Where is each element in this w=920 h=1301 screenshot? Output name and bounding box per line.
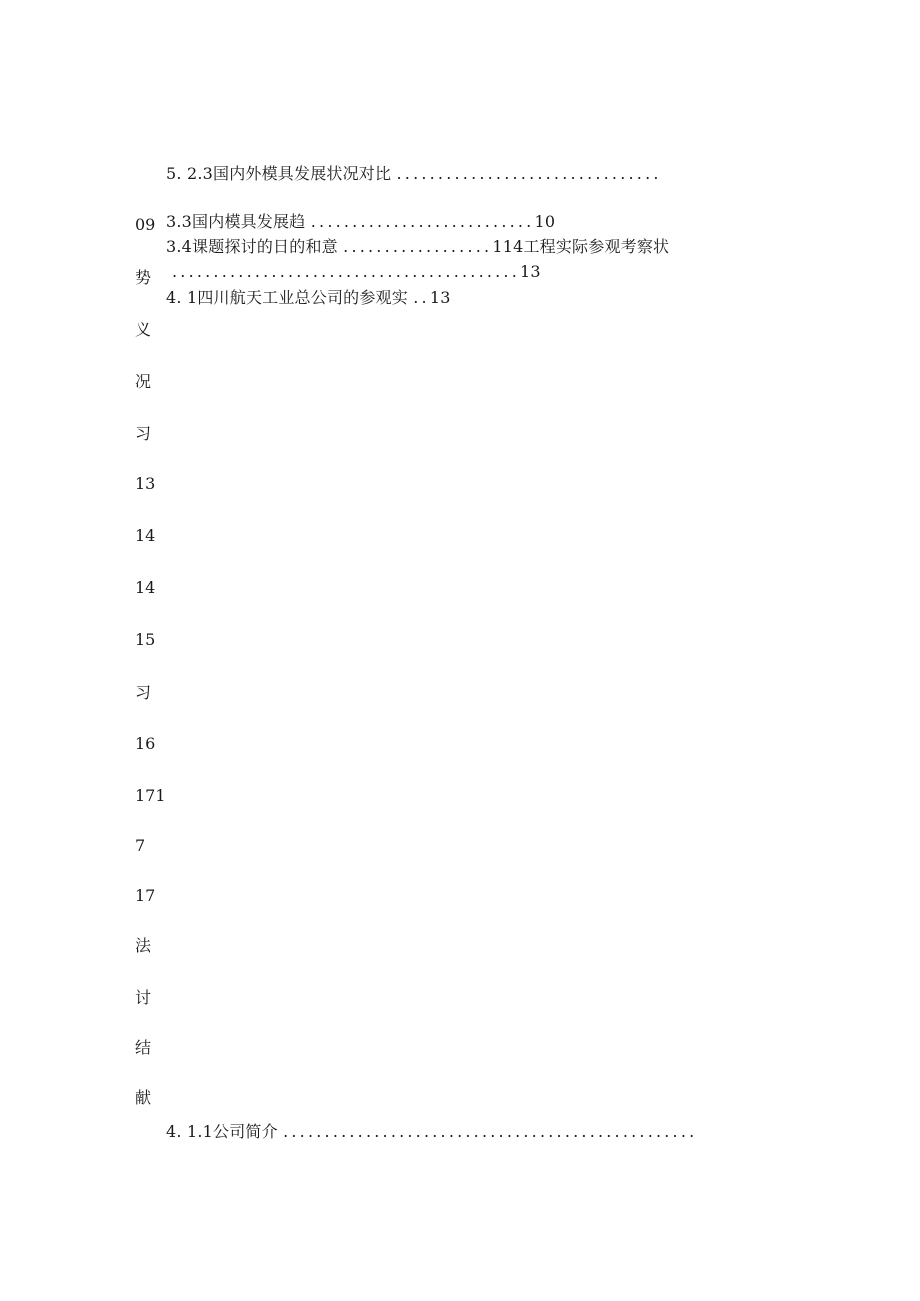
toc-entry-page: 13: [429, 288, 451, 307]
margin-label: 14: [135, 526, 156, 545]
toc-entry-page: 13: [520, 262, 541, 281]
toc-entry-number: 3.4: [166, 237, 193, 256]
margin-label: 势: [135, 268, 152, 287]
toc-entry-4-1[interactable]: [166, 288, 451, 308]
margin-label: 讨: [135, 988, 152, 1007]
toc-entry-page: 114工程实际参观考察状: [492, 237, 670, 256]
toc-leader-dots: ..........................................: [172, 262, 521, 281]
toc-entry-2-3[interactable]: [166, 164, 662, 184]
toc-entry-number: 4. 1: [166, 288, 198, 307]
margin-label: 15: [135, 630, 156, 649]
margin-label: 16: [135, 734, 156, 753]
toc-entry-4-1-1[interactable]: [166, 1122, 697, 1142]
margin-label: 义: [135, 320, 152, 339]
margin-label: 13: [135, 474, 156, 493]
toc-entry-title: 国内模具发展趋: [192, 212, 306, 231]
margin-label: 171: [135, 786, 166, 805]
margin-label: 法: [135, 936, 152, 955]
toc-entry-continuation[interactable]: [172, 262, 541, 282]
toc-entry-title: 课题探讨的日的和意: [192, 237, 338, 256]
margin-label: 况: [135, 372, 152, 391]
toc-leader-dots: ..................: [343, 237, 493, 256]
margin-label: 习: [135, 683, 152, 702]
toc-entry-3-3[interactable]: [166, 212, 555, 232]
toc-entry-page: 10: [534, 212, 556, 231]
toc-entry-number: 3.3: [166, 212, 193, 231]
margin-label: 结: [135, 1038, 152, 1057]
margin-label: 14: [135, 578, 156, 597]
toc-entry-title: 公司简介: [213, 1122, 278, 1141]
toc-entry-title: 国内外模具发展状况对比: [213, 164, 392, 183]
margin-label: 7: [135, 836, 146, 855]
margin-label: 习: [135, 424, 152, 443]
toc-entry-number: 4. 1.1: [166, 1122, 213, 1141]
toc-entry-3-4[interactable]: [166, 237, 669, 257]
toc-leader-dots: ................................: [396, 164, 662, 183]
toc-leader-dots: ..: [413, 288, 430, 307]
toc-leader-dots: ...........................: [310, 212, 535, 231]
margin-label: 09: [135, 215, 156, 234]
toc-leader-dots: ..................................................: [283, 1122, 698, 1141]
margin-label: 17: [135, 886, 156, 905]
margin-label: 献: [135, 1088, 152, 1107]
toc-entry-number: 5. 2.3: [166, 164, 213, 183]
toc-entry-title: 四川航天工业总公司的参观实: [197, 288, 408, 307]
